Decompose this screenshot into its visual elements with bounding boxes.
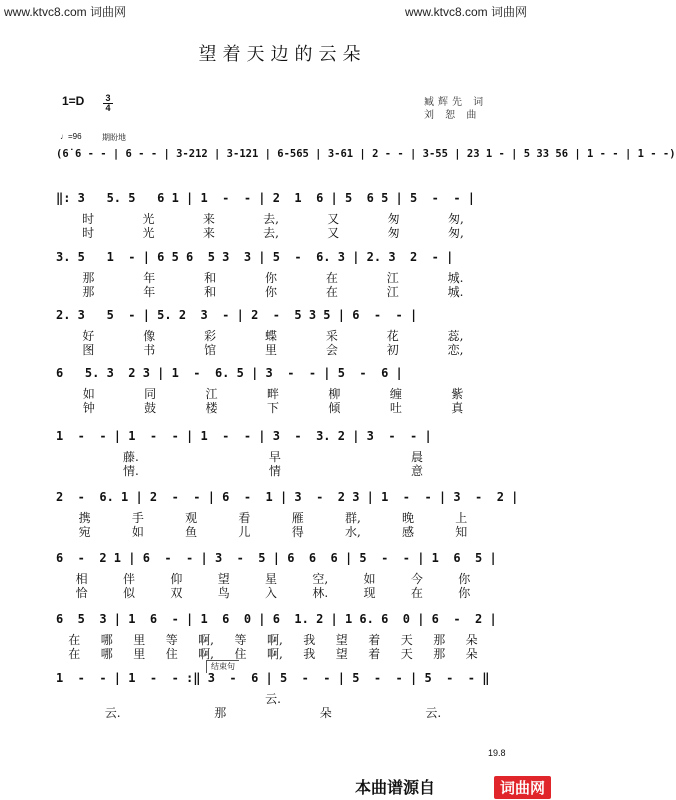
lyric-line-verse-2 [56, 341, 488, 358]
lyric-word: 城. [447, 285, 464, 299]
lyric-word: 钟 [82, 401, 95, 415]
lyric-word: 看 [238, 511, 251, 525]
meter-top: 3 [105, 93, 111, 103]
lyric-line-verse-2 [56, 704, 488, 721]
notation-line: 2 - 6. 1 | 2 - - | 6 - 1 | 3 - 2 3 | 1 - - | 3 - 2 | [56, 490, 519, 504]
lyric-word: 去, [263, 226, 279, 240]
lyric-word: 蕊, [447, 329, 464, 343]
score-row [56, 609, 501, 661]
lyric-word: 似 [123, 586, 136, 600]
lyric-word: 伴 [123, 572, 136, 586]
lyric-word: 星 [265, 572, 278, 586]
lyric-word: 同 [144, 387, 157, 401]
lyric-word: 在 [325, 285, 338, 299]
lyric-word: 光 [142, 212, 155, 226]
lyric-word: 去, [263, 212, 279, 226]
lyric-word: 年 [143, 285, 156, 299]
lyric-word: 匆 [387, 226, 400, 240]
score-row [56, 247, 501, 299]
lyric-word: 书 [143, 343, 156, 357]
lyric-word: 又 [327, 212, 340, 226]
lyric-word: 啊, [198, 633, 214, 647]
lyric-word: 那 [214, 706, 227, 720]
lyric-word: 情. [123, 464, 139, 478]
lyric-word: 紫 [451, 387, 464, 401]
lyric-word: 你 [265, 285, 278, 299]
lyric-word: 观 [185, 511, 198, 525]
lyric-word: 在 [410, 586, 423, 600]
lyric-word: 藤. [123, 450, 139, 464]
lyric-word: 那 [433, 647, 446, 661]
lyric-word: 在 [325, 271, 338, 285]
lyric-word: 云. [425, 706, 442, 720]
lyric-word: 云. [265, 692, 281, 706]
lyric-word: 和 [204, 271, 217, 285]
lyric-line-verse-2 [56, 224, 488, 241]
lyricist-credit: 臧辉先 词 [424, 97, 488, 108]
watermark-right: www.ktvc8.com 词曲网 [405, 5, 528, 19]
lyric-word: 会 [325, 343, 338, 357]
lyric-word: 江 [205, 387, 218, 401]
score-row [56, 548, 501, 600]
lyric-word: 雁 [291, 511, 304, 525]
score-row [56, 668, 501, 720]
lyric-word: 恋, [447, 343, 464, 357]
lyric-word: 吐 [389, 401, 402, 415]
notation-line: 6 5. 3 2 3 | 1 - 6. 5 | 3 - - | 5 - 6 | [56, 366, 403, 380]
lyric-word: 时 [82, 226, 95, 240]
lyric-word: 着 [368, 647, 381, 661]
lyric-word: 天 [400, 633, 413, 647]
score-row [56, 426, 501, 478]
lyric-word: 啊, [266, 647, 283, 661]
lyric-word: 望 [335, 647, 348, 661]
watermark-left: www.ktvc8.com 词曲网 [4, 5, 127, 19]
lyric-word: 你 [265, 271, 278, 285]
lyric-word: 等 [165, 633, 178, 647]
lyric-word: 里 [265, 343, 278, 357]
lyric-line-verse-2 [56, 523, 488, 540]
lyric-word: 那 [82, 285, 95, 299]
composer-credit: 刘 恕 曲 [424, 110, 481, 121]
lyric-word: 如 [82, 387, 95, 401]
lyric-word: 和 [204, 285, 217, 299]
lyric-word: 里 [133, 633, 146, 647]
page-number: 19.8 [488, 748, 506, 758]
footer-source-text: 本曲谱源自 [355, 780, 436, 797]
lyric-word: 倾 [328, 401, 341, 415]
score-row [56, 363, 501, 415]
lyric-word: 鸟 [217, 586, 230, 600]
lyric-line-verse-2 [56, 584, 488, 601]
lyric-word: 江 [386, 271, 399, 285]
lyric-word: 相 [75, 572, 88, 586]
lyric-word: 啊, [198, 647, 214, 661]
lyric-word: 你 [458, 586, 471, 600]
lyric-word: 哪 [100, 633, 113, 647]
lyric-word: 匆, [447, 212, 464, 226]
lyric-word: 柳 [328, 387, 341, 401]
lyric-word: 儿 [238, 525, 251, 539]
notation-line: 1 - - | 1 - - | 1 - - | 3 - 3. 2 | 3 - - | [56, 429, 432, 443]
intro-notes: (6̇ 6 - - | 6 - - | 3-212 | 3-121 | 6-565 | 3-61 | 2 - - | 3-55 | 23 1 - | 5 33 56 | 1 - - | 1 - -) [56, 148, 676, 160]
lyric-word: 早 [268, 450, 281, 464]
lyric-word: 如 [363, 572, 376, 586]
footer-logo: 词曲网 [494, 776, 551, 799]
tempo-marking: ♩=96 [60, 132, 82, 141]
end-phrase-label: 结束句 [206, 660, 239, 673]
song-title: 望着天边的云朵 [198, 44, 367, 65]
lyric-word: 你 [458, 572, 471, 586]
lyric-word: 匆 [387, 212, 400, 226]
score-row [56, 305, 501, 357]
lyric-word: 感 [402, 525, 415, 539]
lyric-word: 时 [82, 212, 95, 226]
lyric-word: 馆 [204, 343, 217, 357]
lyric-word: 鱼 [185, 525, 198, 539]
lyric-word: 鼓 [144, 401, 157, 415]
lyric-word: 宛 [78, 525, 91, 539]
lyric-word: 朵 [465, 647, 478, 661]
lyric-word: 我 [303, 633, 316, 647]
score-row [56, 487, 519, 539]
lyric-word: 光 [142, 226, 155, 240]
lyric-word: 手 [131, 511, 144, 525]
lyric-word: 得 [291, 525, 304, 539]
lyric-word: 空, [312, 572, 329, 586]
lyric-word: 缠 [389, 387, 402, 401]
lyric-line-verse-2 [56, 283, 488, 300]
lyric-word: 林. [312, 586, 329, 600]
lyric-word: 今 [410, 572, 423, 586]
notation-line: ‖: 3 5. 5 6 1 | 1 - - | 2 1 6 | 5 6 5 | 5 - - | [56, 191, 476, 205]
lyric-word: 啊, [266, 633, 283, 647]
lyric-word: 朵 [465, 633, 478, 647]
lyric-word: 在 [68, 647, 81, 661]
lyric-word: 来 [202, 226, 215, 240]
lyric-word: 初 [386, 343, 399, 357]
lyric-word: 晚 [402, 511, 415, 525]
lyric-word: 下 [266, 401, 279, 415]
lyric-word: 等 [234, 633, 247, 647]
lyric-word: 望 [217, 572, 230, 586]
lyric-word: 里 [133, 647, 146, 661]
notation-line: 6 5 3 | 1 6 - | 1 6 0 | 6 1. 2 | 1 6. 6 0 | 6 - 2 | [56, 612, 497, 626]
lyric-word: 群, [344, 511, 361, 525]
lyric-word: 楼 [205, 401, 218, 415]
lyric-word: 城. [447, 271, 464, 285]
lyric-word: 携 [78, 511, 91, 525]
lyric-word: 朵 [319, 706, 332, 720]
lyric-word: 住 [234, 647, 247, 661]
lyric-word: 我 [303, 647, 316, 661]
lyric-word: 彩 [204, 329, 217, 343]
lyric-word: 恰 [75, 586, 88, 600]
lyric-word: 蝶 [265, 329, 278, 343]
lyric-word: 江 [386, 285, 399, 299]
lyric-line-verse-2 [56, 462, 488, 479]
lyric-word: 现 [363, 586, 376, 600]
notation-line: 2. 3 5 - | 5. 2 3 - | 2 - 5 3 5 | 6 - - | [56, 308, 418, 322]
lyric-word: 知 [455, 525, 468, 539]
lyric-word: 像 [143, 329, 156, 343]
lyric-word: 真 [451, 401, 464, 415]
lyric-word: 如 [131, 525, 144, 539]
credits [424, 96, 487, 122]
lyric-line-verse-2 [56, 645, 488, 662]
notation-line: 3. 5 1 - | 6 5 6 5 3 3 | 5 - 6. 3 | 2. 3 2 - | [56, 250, 454, 264]
lyric-word: 上 [455, 511, 468, 525]
notation-line: 6 - 2 1 | 6 - - | 3 - 5 | 6 6 6 | 5 - - | 1 6 5 | [56, 551, 497, 565]
notation-line: 1 - - | 1 - - :‖ 3 - 6 | 5 - - | 5 - - | 5 - - ‖ [56, 671, 490, 685]
lyric-word: 畔 [266, 387, 279, 401]
intro-staff [56, 144, 676, 166]
lyric-line-verse-2 [56, 399, 488, 416]
lyric-word: 哪 [100, 647, 113, 661]
lyric-word: 情 [268, 464, 281, 478]
meter-bottom: 4 [103, 103, 113, 113]
lyric-word: 来 [202, 212, 215, 226]
lyric-word: 晨 [410, 450, 423, 464]
lyric-word: 花 [386, 329, 399, 343]
lyric-word: 好 [82, 329, 95, 343]
lyric-word: 年 [143, 271, 156, 285]
lyric-word: 着 [368, 633, 381, 647]
lyric-word: 望 [335, 633, 348, 647]
lyric-word: 那 [433, 633, 446, 647]
lyric-word: 天 [400, 647, 413, 661]
expression-marking: 期盼地 [102, 133, 126, 142]
lyric-word: 匆, [447, 226, 464, 240]
lyric-word: 水, [344, 525, 361, 539]
lyric-word: 双 [170, 586, 183, 600]
lyric-word: 又 [327, 226, 340, 240]
lyric-word: 意 [410, 464, 423, 478]
lyric-word: 在 [68, 633, 81, 647]
key-signature: 1=D [62, 94, 85, 108]
score-row [56, 188, 501, 240]
lyric-word: 采 [325, 329, 338, 343]
lyric-word: 那 [82, 271, 95, 285]
lyric-word: 图 [82, 343, 95, 357]
time-signature [103, 94, 113, 113]
lyric-word: 入 [265, 586, 278, 600]
lyric-word: 仰 [170, 572, 183, 586]
lyric-word: 云. [104, 706, 121, 720]
lyric-word: 住 [165, 647, 178, 661]
